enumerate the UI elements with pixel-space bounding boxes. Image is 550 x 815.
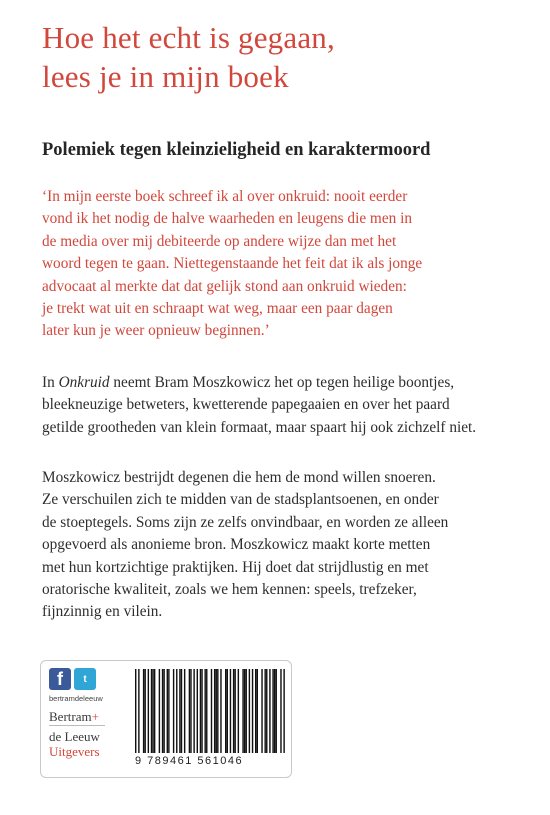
barcode-bar	[255, 669, 256, 753]
barcode-bar	[168, 669, 169, 753]
book-title: Onkruid	[58, 374, 110, 391]
quote-line: woord tegen te gaan. Niettegenstaande het feit dat ik als jonge	[42, 255, 423, 273]
paragraph-line	[42, 372, 517, 394]
barcode-bar	[272, 669, 273, 753]
twitter-icon: t	[74, 668, 96, 690]
barcode-bar	[276, 669, 277, 753]
quote-line: later kun je weer opnieuw beginnen.’	[42, 322, 270, 340]
barcode-bar	[206, 669, 207, 753]
publisher-barcode-panel	[40, 660, 292, 778]
barcode-bar	[204, 669, 205, 753]
paragraph-line: de stoeptegels. Soms zijn ze zelfs onvindbaar, en worden ze alleen	[42, 513, 449, 531]
facebook-icon: f	[49, 668, 71, 690]
barcode-bar	[189, 669, 190, 753]
paragraph-line: getilde grootheden van klein formaat, maar spaart hij ook zichzelf niet.	[42, 418, 477, 436]
barcode-bar	[184, 669, 185, 753]
publisher-name-bertram: Bertram	[49, 709, 92, 724]
quote-line: je trekt wat uit en schraapt wat weg, maar een paar dagen	[42, 300, 393, 318]
barcode-bar	[242, 669, 243, 753]
barcode-bar	[167, 669, 168, 753]
barcode-bar	[176, 669, 177, 753]
barcode-bar	[173, 669, 174, 753]
line-prefix: In	[42, 374, 59, 391]
pull-quote	[42, 186, 517, 343]
description-paragraph-2	[42, 467, 517, 624]
barcode-bar	[148, 669, 149, 753]
isbn-number: 9 789461 561046	[135, 755, 244, 767]
description-paragraph-1	[42, 372, 517, 439]
barcode-bar	[233, 669, 234, 753]
barcode-bar	[269, 669, 270, 753]
quote-line: vond ik het nodig de halve waarheden en leugens die men in	[42, 210, 412, 228]
barcode-bar	[280, 669, 281, 753]
barcode-bar	[216, 669, 217, 753]
barcode-bar	[244, 669, 245, 753]
barcode-bar	[135, 669, 136, 753]
barcode-bar	[238, 669, 239, 753]
publisher-name-line2: de Leeuw	[49, 729, 100, 744]
barcode-bar	[162, 669, 163, 753]
social-icons	[49, 668, 96, 690]
publisher-divider	[49, 725, 105, 726]
barcode-bar	[266, 669, 267, 753]
subtitle: Polemiek tegen kleinzieligheid en karaktermoord	[42, 140, 431, 160]
headline-line: lees je in mijn boek	[42, 59, 289, 94]
barcode-bar	[143, 669, 144, 753]
paragraph-line: Moszkowicz bestrijdt degenen die hem de mond willen snoeren.	[42, 469, 436, 486]
barcode-bar	[154, 669, 155, 753]
headline	[42, 18, 522, 96]
paragraph-line: Ze verschuilen zich te midden van de stadsplantsoenen, en onder	[42, 491, 439, 509]
barcode-bar	[197, 669, 198, 753]
publisher-name-line3: Uitgevers	[49, 744, 100, 759]
barcode-bar	[159, 669, 160, 753]
publisher-name-line1	[49, 709, 121, 724]
barcode-bar	[163, 669, 164, 753]
barcode-bar	[246, 669, 247, 753]
paragraph-line: bleekneuzige betweters, kwetterende papegaaien en over het paard	[42, 396, 450, 414]
social-handle: bertramdeleeuw	[49, 694, 103, 703]
barcode-bar	[220, 669, 221, 753]
headline-line: Hoe het echt is gegaan,	[42, 20, 335, 55]
barcode-bar	[201, 669, 202, 753]
barcode-bar	[179, 669, 180, 753]
line-rest: neemt Bram Moszkowicz het op tegen heilige boontjes,	[109, 374, 455, 391]
barcode-bar	[227, 669, 228, 753]
barcode-bar	[144, 669, 145, 753]
paragraph-line: oratorische kwaliteit, zoals we hem kennen: speels, trefzeker,	[42, 581, 417, 599]
barcode-bar	[193, 669, 194, 753]
barcode-bar	[225, 669, 226, 753]
barcode-bar	[152, 669, 153, 753]
barcode-bar	[249, 669, 250, 753]
barcode-bar	[211, 669, 212, 753]
barcode-bar	[252, 669, 253, 753]
quote-line: ‘In mijn eerste boek schreef ik al over onkruid: nooit eerder	[42, 188, 408, 205]
barcode-bar	[264, 669, 265, 753]
quote-line: de media over mij debiteerde op andere wijze dan met het	[42, 232, 397, 250]
quote-line: advocaat al merkte dat dat gelijk stond aan onkruid wieden:	[42, 277, 407, 295]
barcode-bar	[138, 669, 139, 753]
barcode-bar	[190, 669, 191, 753]
barcode	[135, 669, 285, 753]
barcode-bar	[274, 669, 275, 753]
barcode-bar	[200, 669, 201, 753]
barcode-bar	[283, 669, 284, 753]
barcode-bar	[261, 669, 262, 753]
publisher-logo	[49, 709, 121, 759]
barcode-bar	[230, 669, 231, 753]
barcode-bar	[214, 669, 215, 753]
barcode-bar	[257, 669, 258, 753]
barcode-bar	[151, 669, 152, 753]
paragraph-line: fijnzinnig en vilein.	[42, 603, 163, 621]
barcode-bar	[217, 669, 218, 753]
paragraph-line: opgevoerd als anonieme bron. Moszkowicz maakt korte metten	[42, 536, 431, 554]
publisher-plus: +	[91, 709, 99, 724]
barcode-bar	[181, 669, 182, 753]
paragraph-line: met hun kortzichtige praktijken. Hij doet dat strijdlustig en met	[42, 558, 429, 576]
barcode-bar	[234, 669, 235, 753]
